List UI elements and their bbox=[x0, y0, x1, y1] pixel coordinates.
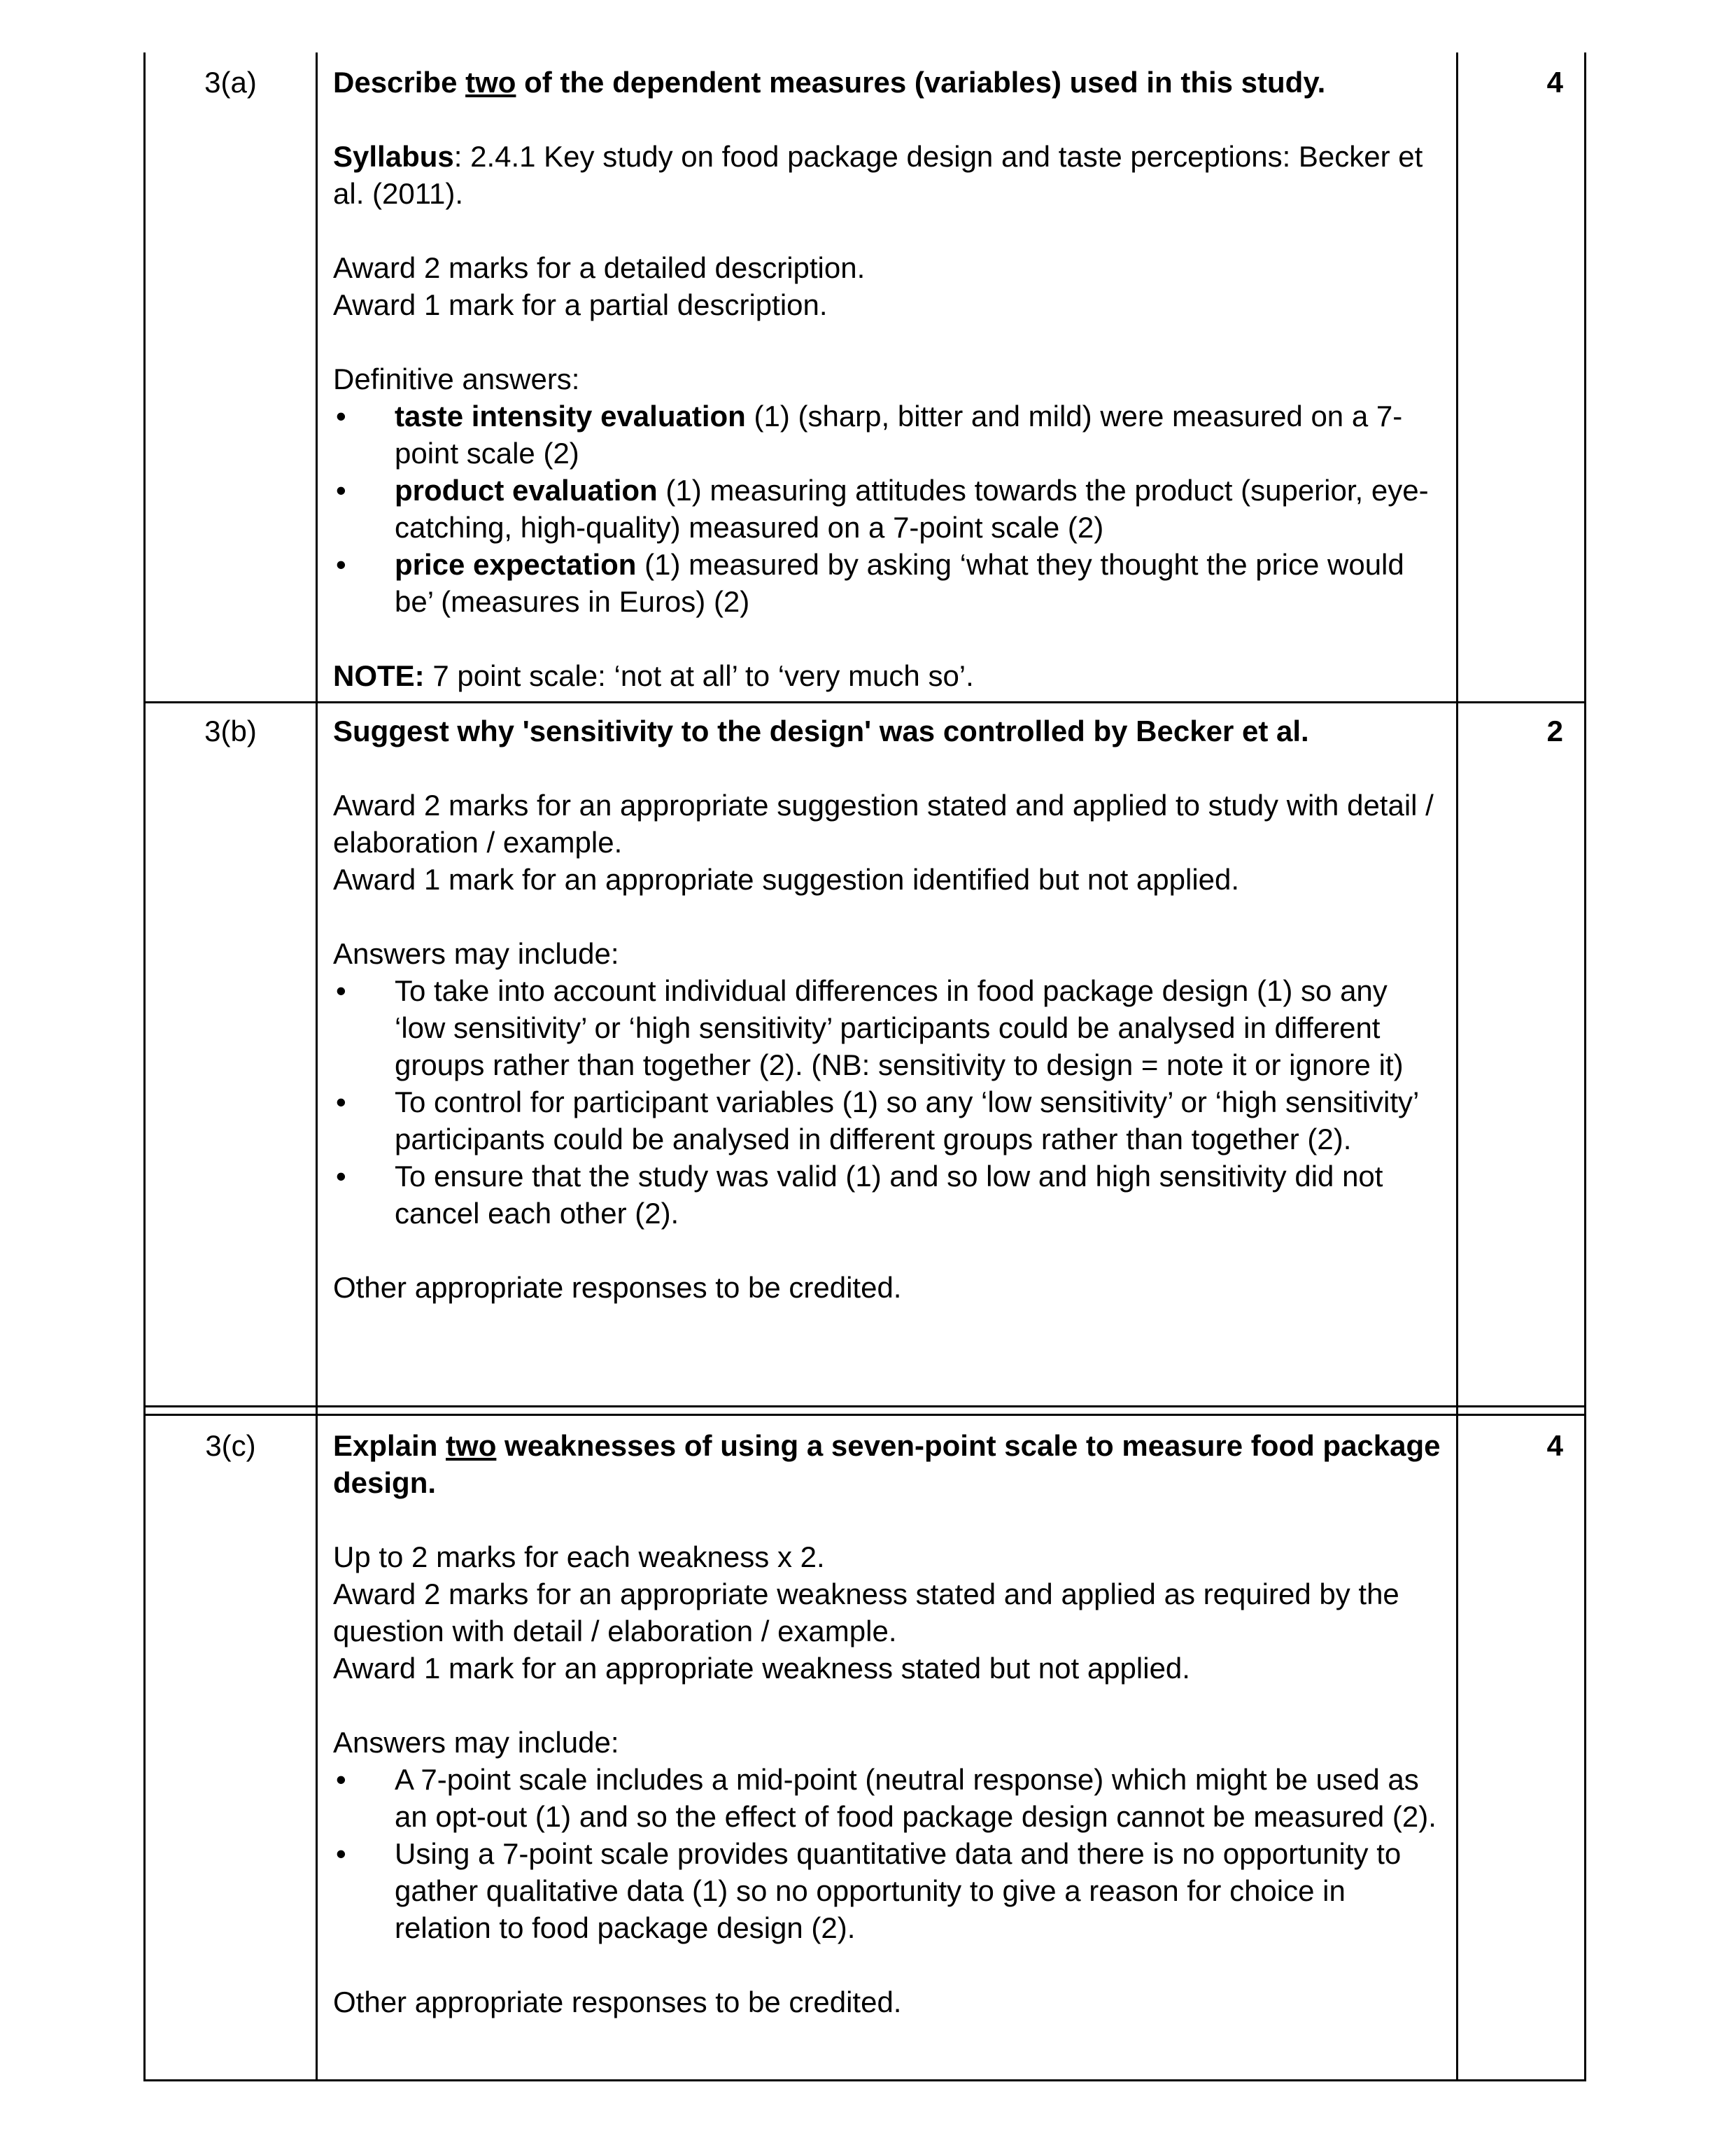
marks-value: 2 bbox=[1456, 701, 1586, 1405]
question-content bbox=[316, 1416, 1456, 2079]
question-content bbox=[316, 52, 1456, 701]
list-item: • To take into account individual differences in food package design (1) so any ‘low sensitivity’ or ‘high sensitivity’ participants could be analysed in different groups rather than together (2). (NB: sensitivity to design = note it or ignore it) bbox=[333, 972, 1442, 1083]
question-number: 3(a) bbox=[143, 52, 316, 701]
marks-value: 4 bbox=[1456, 1416, 1586, 2079]
footer-note: Other appropriate responses to be credited. bbox=[333, 1986, 902, 2018]
award-2-marks: Award 2 marks for an appropriate weakness stated and applied as required by the question with detail / elaboration / example. bbox=[333, 1578, 1399, 1647]
mark-scheme-row-3a bbox=[143, 52, 1586, 703]
award-1-mark: Award 1 mark for a partial description. bbox=[333, 288, 828, 321]
syllabus-reference: Syllabus: 2.4.1 Key study on food package design and taste perceptions: Becker et al. (2011). bbox=[333, 140, 1423, 210]
footer-note: Other appropriate responses to be credited. bbox=[333, 1271, 902, 1304]
list-item: • A 7-point scale includes a mid-point (neutral response) which might be used as an opt-out (1) and so the effect of food package design cannot be measured (2). bbox=[333, 1761, 1442, 1835]
list-item: • price expectation (1) measured by asking ‘what they thought the price would be’ (measures in Euros) (2) bbox=[333, 546, 1442, 620]
award-2-marks: Award 2 marks for an appropriate suggestion stated and applied to study with detail / elaboration / example. bbox=[333, 789, 1434, 859]
question-text: Explain two weaknesses of using a seven-point scale to measure food package design. bbox=[333, 1429, 1441, 1499]
marks-value: 4 bbox=[1456, 52, 1586, 701]
list-item: • To control for participant variables (1) so any ‘low sensitivity’ or ‘high sensitivity’ participants could be analysed in different groups rather than together (2). bbox=[333, 1083, 1442, 1158]
list-item: • taste intensity evaluation (1) (sharp, bitter and mild) were measured on a 7-point scale (2) bbox=[333, 398, 1442, 472]
answers-intro: Definitive answers: bbox=[333, 363, 580, 395]
question-text: Suggest why 'sensitivity to the design' was controlled by Becker et al. bbox=[333, 715, 1309, 747]
answers-intro: Answers may include: bbox=[333, 1726, 619, 1759]
answer-list bbox=[333, 972, 1442, 1232]
list-item: • Using a 7-point scale provides quantitative data and there is no opportunity to gather qualitative data (1) so no opportunity to give a reason for choice in relation to food package design (2). bbox=[333, 1835, 1442, 1946]
answer-list bbox=[333, 1761, 1442, 1946]
question-number: 3(b) bbox=[143, 701, 316, 1405]
award-1-mark: Award 1 mark for an appropriate suggestion identified but not applied. bbox=[333, 863, 1240, 896]
award-2-marks: Award 2 marks for a detailed description. bbox=[333, 251, 866, 284]
up-to-marks: Up to 2 marks for each weakness x 2. bbox=[333, 1540, 825, 1573]
question-number: 3(c) bbox=[143, 1416, 316, 2079]
mark-scheme-row-3b bbox=[143, 701, 1586, 1407]
question-text: Describe two of the dependent measures (variables) used in this study. bbox=[333, 66, 1326, 99]
answers-intro: Answers may include: bbox=[333, 937, 619, 970]
separator-verticals bbox=[143, 1405, 1586, 1416]
answer-list bbox=[333, 398, 1442, 620]
mark-scheme-row-3c bbox=[143, 1416, 1586, 2081]
list-item: • To ensure that the study was valid (1) and so low and high sensitivity did not cancel each other (2). bbox=[333, 1158, 1442, 1232]
list-item: • product evaluation (1) measuring attitudes towards the product (superior, eye-catching, high-quality) measured on a 7-point scale (2) bbox=[333, 472, 1442, 546]
note: NOTE: 7 point scale: ‘not at all’ to ‘very much so’. bbox=[333, 659, 974, 692]
award-1-mark: Award 1 mark for an appropriate weakness stated but not applied. bbox=[333, 1652, 1190, 1685]
question-content bbox=[316, 701, 1456, 1405]
